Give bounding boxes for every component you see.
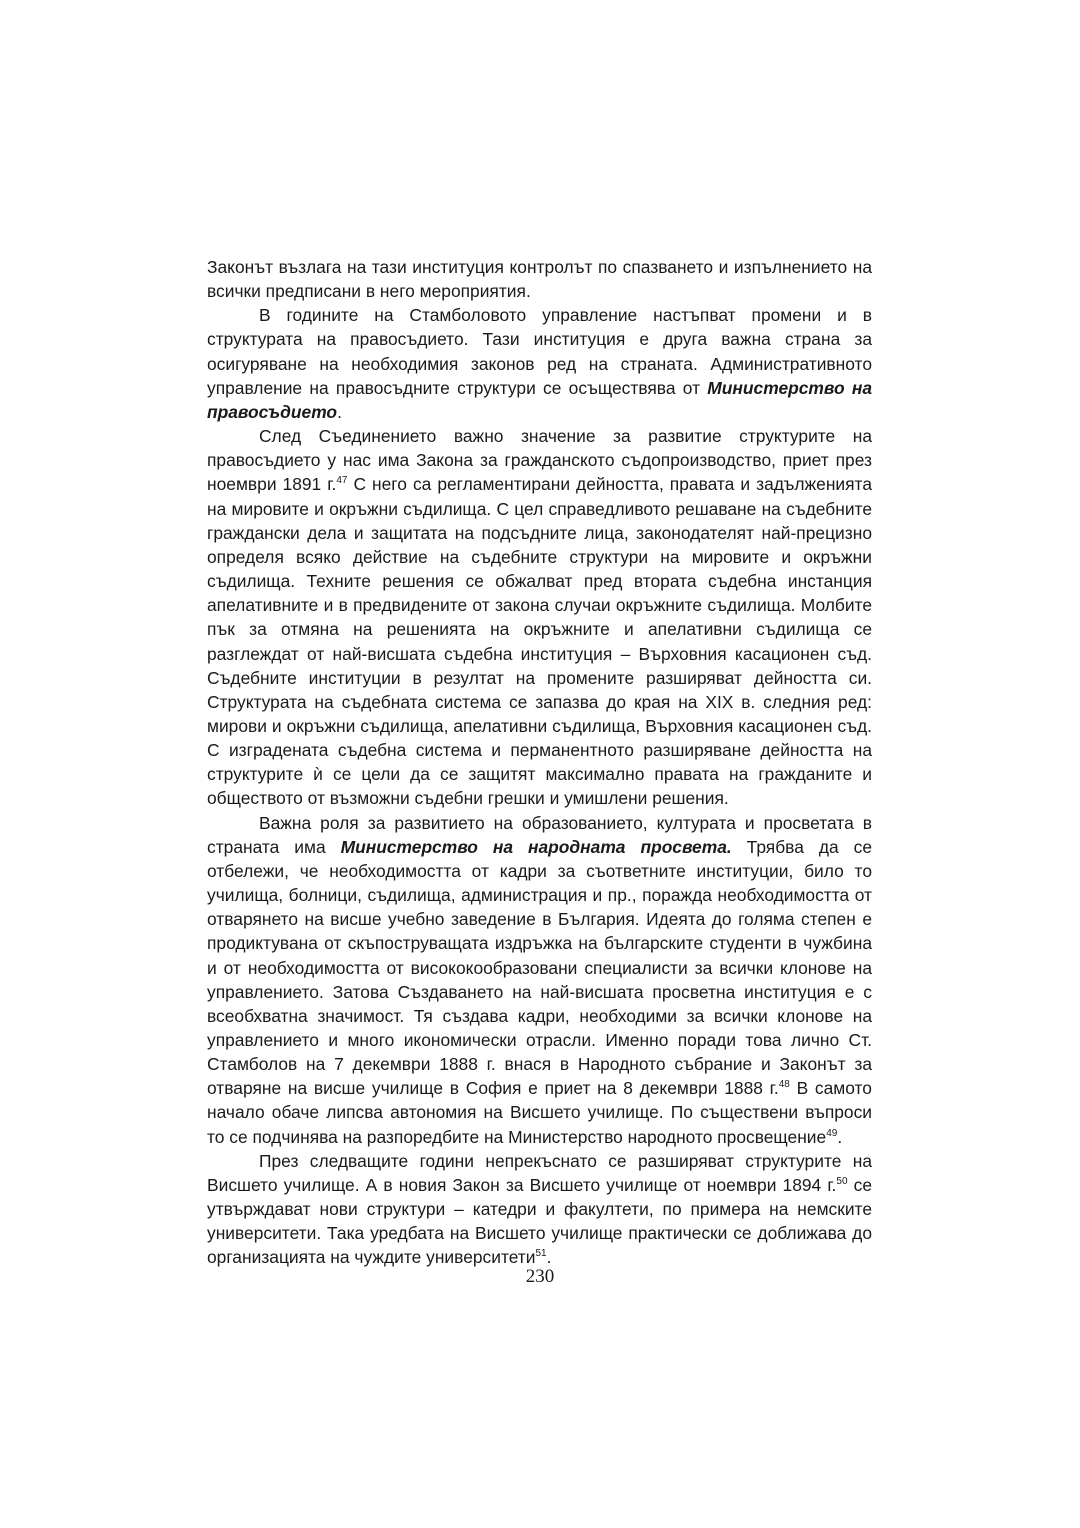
text-run: След Съединението важно значение за развитие структурите на правосъдието у нас има Закона за гражданското съдопроизводство, приет през ноември 1891 г. — [207, 426, 872, 495]
text-run: Законът възлага на тази институция контролът по спазването и изпълнението на всички предписани в него мероприятия. — [207, 257, 872, 302]
footnote-ref: 48 — [778, 1079, 790, 1091]
text-run: . — [837, 1126, 843, 1147]
footnote-ref: 49 — [826, 1127, 838, 1139]
paragraph — [207, 255, 872, 303]
page-number: 230 — [525, 1266, 555, 1287]
text-run: През следващите години непрекъснато се разширяват структурите на Висшето училище. А в новия Закон за Висшето училище от ноември 1894 г. — [207, 1150, 872, 1195]
text-run: С него са регламентирани дейността, правата и задълженията на мировите и окръжни съдилища. С цел справедливото решаване на съдебните граждански дела и защитата на подсъдните лица, законодателят най-прецизно определя всяко действие на съдебните структури на мировите и окръжни съдилища. Техните решения се обжалват пред втората съдебна инстанция апелативните и в предвидените от закона случаи окръжните съдилища. Молбите пък за отмяна на решенията на окръжните и апелативни съдилища се разглеждат от най-висшата съдебна институция – Върховния касационен съд. Съдебните институции в резултат на промените разширяват дейността си. Структурата на съдебната система се запазва до края на XIX в. следния ред: мирови и окръжни съдилища, апелативни съдилища, Върховния касационен съд. С изградената съдебна система и перманентното разширяване дейността на структурите ѝ се цели да се защитят максимално правата на гражданите и обществото от възможни съдебни грешки и умишлени решения. — [207, 474, 872, 809]
body-text — [207, 255, 872, 1270]
paragraph — [207, 811, 872, 1149]
footnote-ref: 50 — [836, 1176, 848, 1188]
emphasized-term: Министерство на народната просвета. — [340, 836, 732, 857]
footnote-ref: 51 — [535, 1248, 547, 1260]
emphasized-term: Министерство на правосъдието — [207, 377, 872, 422]
paragraph — [207, 1149, 872, 1270]
paragraph — [207, 303, 872, 424]
paragraph — [207, 424, 872, 811]
text-run: В годините на Стамболовото управление настъпват промени и в структурата на правосъдието. Тази институция е друга важна страна за осигуряване на необходимия законов ред на страната. Административното управление на правосъдните структури се осъществява от — [207, 305, 872, 398]
footnote-ref: 47 — [336, 475, 348, 487]
text-run: се утвърждават нови структури – катедри и факултети, по примера на немските университети. Така уредбата на Висшето училище практически се доближава до организацията на чуждите университети — [207, 1174, 873, 1268]
text-run: . — [337, 401, 342, 422]
text-run: Трябва да се отбележи, че необходимостта от кадри за съответните институции, било то училища, болници, съдилища, администрация и пр., поражда необходимостта от отварянето на висше учебно заведение в България. Идеята до голяма степен е продиктувана от скъпоструващата издръжка на българските студенти в чужбина и от необходимостта от висококообразовани специалисти за всички клонове на управлението. Затова Създаването на най-висшата просветна институция е с всеобхватна значимост. Тя създава кадри, необходими за всички клонове на управлението и много икономически отрасли. Именно поради това лично Ст. Стамболов на 7 декември 1888 г. внася в Народното събрание и Законът за отваряне на висше училище в София е приет на 8 декември 1888 г. — [207, 836, 872, 1099]
text-run: . — [546, 1247, 552, 1268]
text-run: Важна роля за развитието на образованието, културата и просветата в страната има — [207, 812, 872, 857]
text-run: В самото начало обаче липсва автономия на Висшето училище. По съществени въпроси то се подчинява на разпоредбите на Министерство народното просвещение — [207, 1078, 872, 1147]
